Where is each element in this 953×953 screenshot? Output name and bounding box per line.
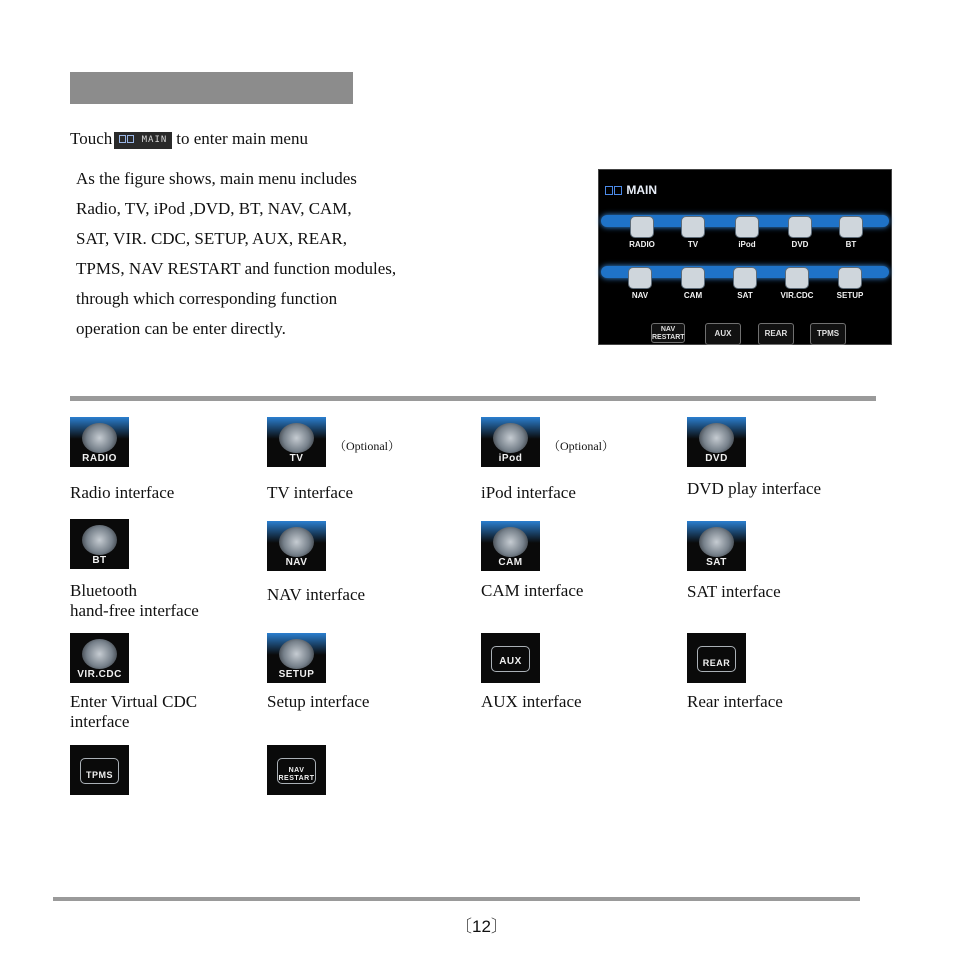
tile-label: AUX — [499, 656, 522, 667]
screen-title-text: MAIN — [626, 183, 658, 197]
tile-label: TPMS — [85, 770, 113, 780]
page-number: 〔12〕 — [455, 917, 508, 936]
section-divider — [70, 396, 876, 401]
cd-changer-icon — [785, 267, 809, 289]
tv-tile — [267, 417, 326, 467]
vircdc-caption-line2: interface — [70, 712, 130, 731]
tv-icon — [681, 216, 705, 238]
screen-item-sat[interactable] — [721, 267, 769, 300]
bluetooth-icon — [82, 525, 117, 555]
tile-label — [267, 767, 326, 783]
touch-prefix: Touch — [70, 129, 113, 148]
bt-caption-line2: hand-free interface — [70, 601, 199, 620]
description-line: SAT, VIR. CDC, SETUP, AUX, REAR, — [76, 229, 347, 248]
menu-icon — [614, 186, 622, 195]
screen-item-ipod[interactable] — [723, 216, 771, 249]
menu-icon — [119, 135, 126, 143]
screen-item-label: VIR.CDC — [780, 291, 814, 300]
screen-item-label: SETUP — [836, 291, 864, 300]
tile-label: REAR — [702, 658, 731, 668]
description-line: operation can be enter directly. — [76, 319, 286, 338]
optional-note: （Optional） — [334, 439, 400, 453]
description-line: As the figure shows, main menu includes — [76, 169, 357, 188]
dvd-caption: DVD play interface — [687, 479, 822, 498]
description — [76, 164, 476, 344]
radio-caption: Radio interface — [70, 483, 175, 502]
screen-item-label: CAM — [683, 291, 703, 300]
touch-suffix: to enter main menu — [176, 129, 308, 148]
tile-label: DVD — [705, 453, 728, 464]
bluetooth-icon — [839, 216, 863, 238]
tpms-tile — [70, 745, 129, 795]
tile-label: VIR.CDC — [77, 669, 122, 680]
aux-caption: AUX interface — [481, 692, 582, 711]
screen-item-dvd[interactable] — [776, 216, 824, 249]
description-line: Radio, TV, iPod ,DVD, BT, NAV, CAM, — [76, 199, 352, 218]
button-label: AUX — [714, 329, 732, 338]
tv-icon — [279, 423, 314, 453]
rear-caption: Rear interface — [687, 692, 783, 711]
tile-label: iPod — [498, 453, 523, 464]
screen-item-label: SAT — [737, 291, 753, 300]
touch-instruction — [70, 128, 308, 150]
section-header-bar — [70, 72, 353, 104]
tile-label: TV — [289, 453, 304, 464]
compass-icon — [628, 267, 652, 289]
screen-tpms-button[interactable] — [810, 323, 846, 345]
ipod-tile — [481, 417, 540, 467]
radio-icon — [82, 423, 117, 453]
footer-divider — [53, 897, 860, 901]
dvd-tile — [687, 417, 746, 467]
screen-item-label: NAV — [631, 291, 649, 300]
nav-caption: NAV interface — [267, 585, 366, 604]
main-button-chip — [114, 132, 172, 149]
tile-label: SETUP — [278, 669, 315, 680]
screen-item-label: TV — [687, 240, 699, 249]
vircdc-caption-line1: Enter Virtual CDC — [70, 692, 198, 711]
nav-restart-tile — [267, 745, 326, 795]
screen-nav-restart-button[interactable] — [651, 323, 685, 343]
bt-caption-line1: Bluetooth — [70, 581, 138, 600]
gear-icon — [279, 639, 314, 669]
tile-label: SAT — [706, 557, 727, 568]
setup-caption: Setup interface — [267, 692, 370, 711]
cam-tile — [481, 521, 540, 571]
tile-label: CAM — [498, 557, 523, 568]
tv-caption: TV interface — [267, 483, 354, 502]
screen-item-vircdc[interactable] — [773, 267, 821, 300]
screen-item-nav[interactable] — [616, 267, 664, 300]
aux-tile — [481, 633, 540, 683]
screen-item-tv[interactable] — [669, 216, 717, 249]
button-label: NAV — [660, 326, 676, 333]
ipod-icon — [493, 423, 528, 453]
description-line: through which corresponding function — [76, 289, 338, 308]
button-label: RESTART — [652, 334, 685, 341]
screen-item-label: RADIO — [629, 240, 655, 249]
screen-rear-button[interactable] — [758, 323, 794, 345]
main-chip-label: MAIN — [141, 134, 168, 145]
setup-tile — [267, 633, 326, 683]
ipod-caption: iPod interface — [481, 483, 576, 502]
tile-label: RADIO — [82, 453, 117, 464]
tile-label-line: RESTART — [278, 775, 315, 782]
tile-label-line: NAV — [288, 767, 305, 774]
satellite-icon — [733, 267, 757, 289]
gear-icon — [838, 267, 862, 289]
cam-caption: CAM interface — [481, 581, 584, 600]
button-label: TPMS — [816, 329, 840, 338]
cd-changer-icon — [82, 639, 117, 669]
screen-item-setup[interactable] — [826, 267, 874, 300]
dvd-icon — [699, 423, 734, 453]
menu-icon — [605, 186, 613, 195]
radio-icon — [630, 216, 654, 238]
satellite-icon — [699, 527, 734, 557]
sat-tile — [687, 521, 746, 571]
screen-aux-button[interactable] — [705, 323, 741, 345]
menu-icon — [127, 135, 134, 143]
screen-item-label: iPod — [738, 240, 756, 249]
screen-item-bt[interactable] — [827, 216, 875, 249]
sat-caption: SAT interface — [687, 582, 781, 601]
screen-item-radio[interactable] — [618, 216, 666, 249]
tile-label: NAV — [285, 557, 308, 568]
bt-tile — [70, 519, 129, 569]
optional-note: （Optional） — [548, 439, 614, 453]
nav-tile — [267, 521, 326, 571]
dvd-icon — [788, 216, 812, 238]
screen-item-cam[interactable] — [669, 267, 717, 300]
vircdc-tile — [70, 633, 129, 683]
description-line: TPMS, NAV RESTART and function modules, — [76, 259, 397, 278]
camera-icon — [681, 267, 705, 289]
ipod-icon — [735, 216, 759, 238]
tile-label: BT — [92, 555, 107, 566]
main-menu-screenshot — [598, 169, 892, 345]
radio-tile — [70, 417, 129, 467]
button-label: REAR — [764, 329, 788, 338]
compass-icon — [279, 527, 314, 557]
screen-item-label: DVD — [791, 240, 809, 249]
screen-item-label: BT — [845, 240, 857, 249]
camera-icon — [493, 527, 528, 557]
screen-title — [605, 183, 657, 197]
rear-tile — [687, 633, 746, 683]
